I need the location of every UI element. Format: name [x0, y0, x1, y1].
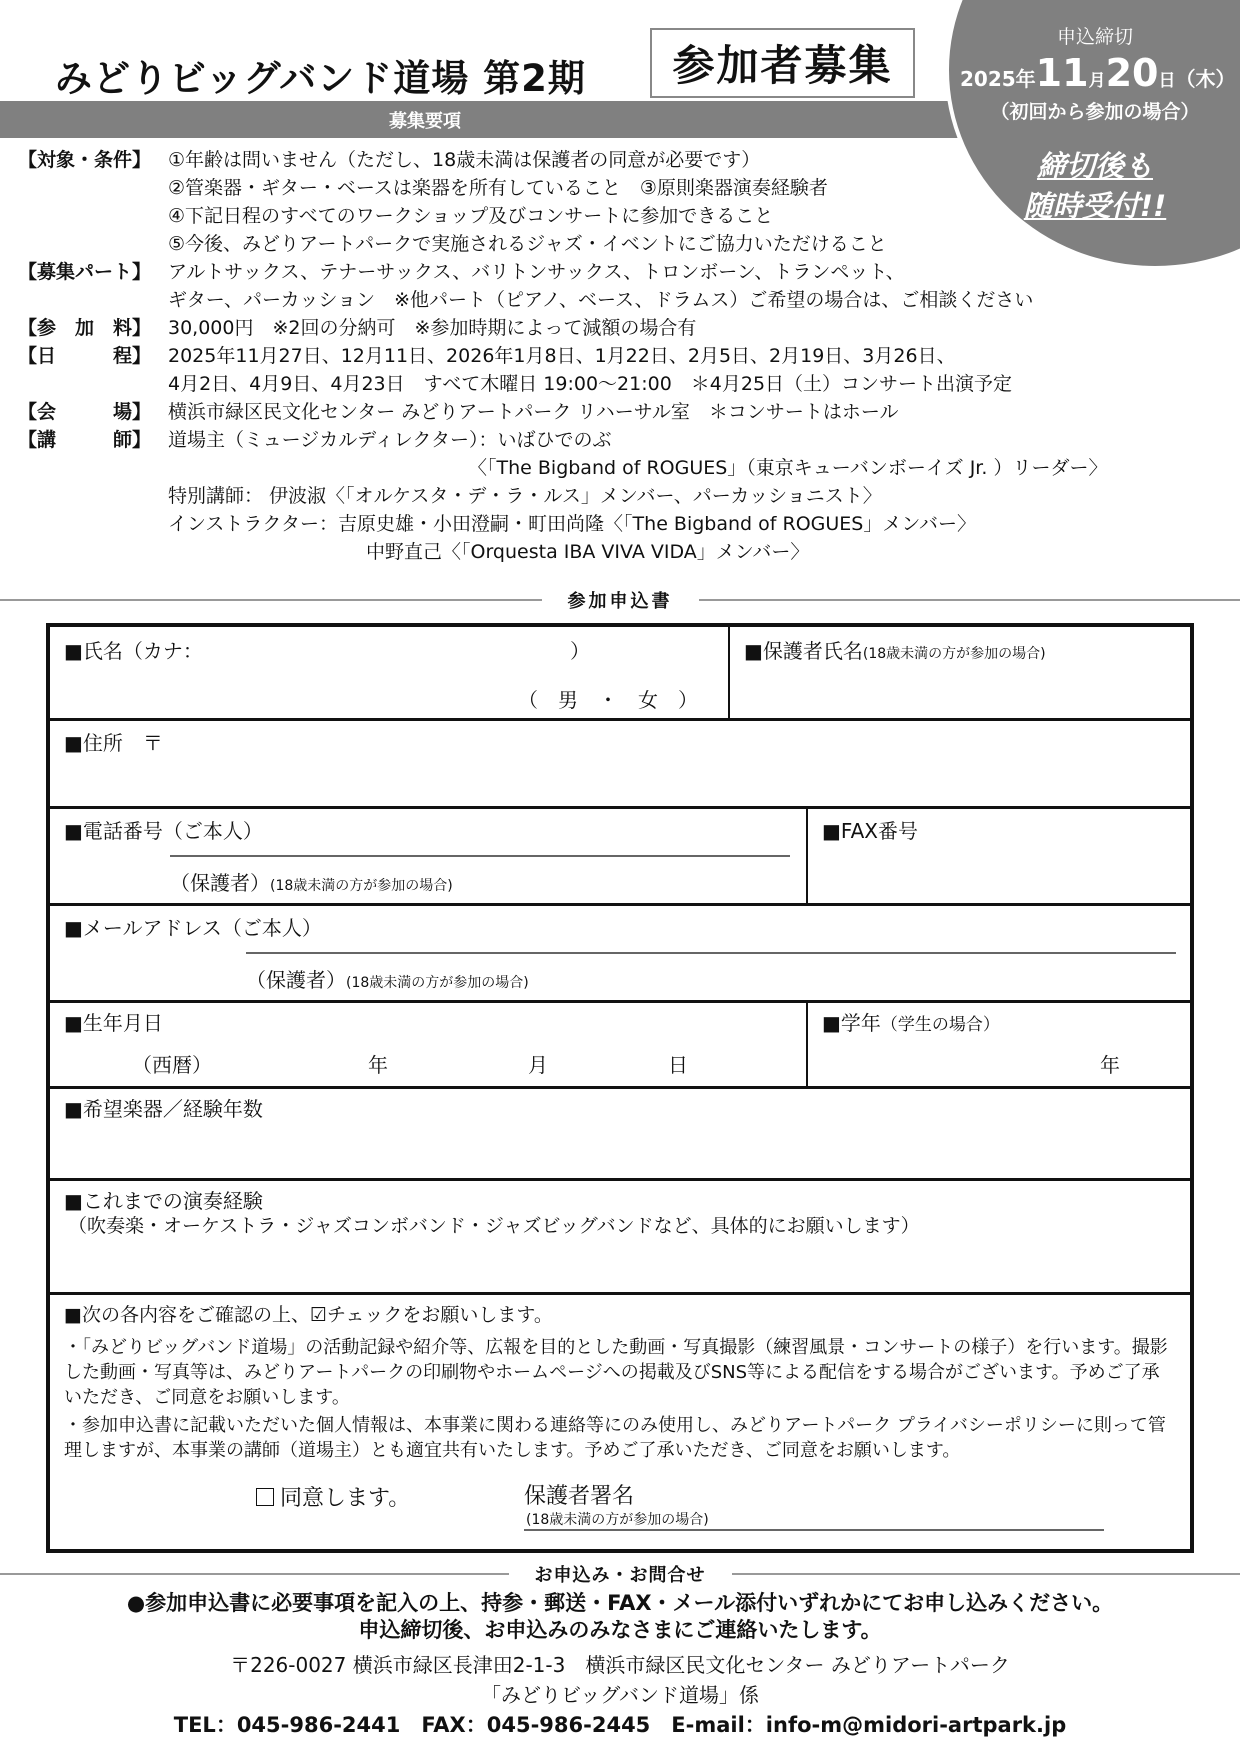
req-label: 【募集パート】	[18, 261, 152, 283]
consent-section	[50, 1295, 1190, 1550]
divider	[699, 599, 1240, 601]
req-line: ①年齢は問いません（ただし、18歳未満は保護者の同意が必要です）	[168, 149, 761, 171]
special-instructor: 特別講師： 伊波淑〈「オルケスタ・デ・ラ・ルス」メンバー、パーカッショニスト〉	[168, 485, 882, 507]
email-guardian-text: （保護者）	[246, 968, 346, 992]
guardian-sign-line[interactable]	[524, 1529, 1104, 1531]
guardian-sign-note: (18歳未満の方が参加の場合)	[526, 1512, 709, 1528]
instructors: インストラクター：吉原史雄・小田澄嗣・町田尚隆〈「The Bigband of ROGUES」メンバー〉	[168, 513, 977, 535]
guardian-name-label	[744, 635, 1046, 664]
consent-item-photo: ・「みどりビッグバンド道場」の活動記録や紹介等、広報を目的とした動画・写真撮影（練習風景・コンサートの様子）を行います。撮影した動画・写真等は、みどりアートパークの印刷物やホームページへの掲載及びSNS等による配信をする場合がございます。予めご了承いただき、ご同意をお願いします。	[64, 1337, 1168, 1408]
deadline-day-unit: 日	[1158, 71, 1176, 91]
name-kana-close: ）	[570, 639, 590, 663]
email-guardian-label	[246, 964, 529, 993]
application-form	[46, 623, 1194, 1553]
guardian-note: (18歳未満の方が参加の場合)	[862, 646, 1046, 662]
experience-label: ■これまでの演奏経験	[64, 1189, 263, 1213]
phone-guardian-note: (18歳未満の方が参加の場合)	[270, 878, 453, 894]
req-label: 【日 程】	[18, 345, 152, 367]
divider	[0, 599, 542, 601]
address: 〒226-0027 横浜市緑区長津田2-1-3 横浜市緑区民文化センター みどりアートパーク	[230, 1653, 1010, 1677]
grade-label	[822, 1007, 1000, 1036]
after-deadline-line2: 随時受付!!	[1023, 189, 1167, 223]
req-line: ②管楽器・ギター・ベースは楽器を所有していること ③原則楽器演奏経験者	[168, 177, 828, 199]
req-label: 【会 場】	[18, 401, 152, 423]
req-label: 【講 師】	[18, 429, 152, 451]
req-line: ⑤今後、みどりアートパークで実施されるジャズ・イベントにご協力いただけること	[168, 233, 887, 255]
req-row-venue	[18, 398, 1228, 426]
birth-era: （西暦）	[132, 1053, 212, 1077]
consent-header: ■次の各内容をご確認の上、☑チェックをお願いします。	[64, 1304, 553, 1326]
grade-note: （学生の場合）	[880, 1015, 1000, 1035]
agree-checkbox[interactable]	[256, 1488, 274, 1506]
req-line: 4月2日、4月9日、4月23日 すべて木曜日 19:00〜21:00 ＊4月25日（土）コンサート出演予定	[168, 373, 1013, 395]
form-section-separator	[0, 588, 1240, 612]
experience-note: （吹奏楽・オーケストラ・ジャズコンボバンド・ジャズビッグバンドなど、具体的にお願いします）	[68, 1215, 920, 1237]
req-line: アルトサックス、テナーサックス、バリトンサックス、トロンボーン、トランペット、	[168, 261, 905, 283]
page-title: みどりビッグバンド道場 第2期	[55, 57, 586, 100]
consent-item-privacy: ・参加申込書に記載いただいた個人情報は、本事業に関わる連絡等にのみ使用し、みどりアートパーク プライバシーポリシーに則って管理しますが、本事業の講師（道場主）とも適宜共有いたします。予めご了承いただき、ご同意をお願いします。	[64, 1415, 1166, 1461]
instructor-extra: 中野直己〈「Orquesta IBA VIVA VIDA」メンバー〉	[366, 541, 810, 563]
fax-field[interactable]	[806, 809, 1190, 903]
instrument-field[interactable]	[50, 1089, 1190, 1178]
form-row-address	[50, 721, 1190, 809]
form-section-title: 参加申込書	[567, 591, 673, 612]
grade-unit: 年	[1100, 1053, 1120, 1077]
footer-section-title: お申込み・お問合せ	[534, 1565, 706, 1586]
form-row-experience	[50, 1181, 1190, 1295]
phone-self-line	[170, 855, 790, 857]
phone-guardian-label	[170, 867, 453, 896]
req-line: 横浜市緑区民文化センター みどりアートパーク リハーサル室 ＊コンサートはホール	[168, 401, 899, 423]
req-line: 2025年11月27日、12月11日、2026年1月8日、1月22日、2月5日、2月19日、3月26日、	[168, 345, 956, 367]
req-line: ④下記日程のすべてのワークショップ及びコンサートに参加できること	[168, 205, 774, 227]
req-label: 【参 加 料】	[18, 317, 152, 339]
gender-select[interactable]: （ 男 ・ 女 ）	[518, 688, 698, 712]
divider	[732, 1573, 1240, 1575]
deadline-month-unit: 月	[1088, 71, 1106, 91]
after-deadline-line1: 締切後も	[1036, 149, 1153, 183]
section-bar-label: 募集要項	[389, 110, 461, 132]
contact-after-deadline: 申込締切後、お申込みのみなさまにご連絡いたします。	[358, 1618, 882, 1642]
recruit-label: 参加者募集	[650, 28, 915, 98]
grade-label-text: ■学年	[822, 1011, 881, 1035]
guardian-name-text: ■保護者氏名	[744, 639, 863, 663]
deadline-month: 11	[1035, 51, 1089, 95]
requirements-list	[18, 146, 1228, 566]
form-row-phone	[50, 809, 1190, 906]
agree-label: 同意します。	[280, 1486, 411, 1511]
email-field[interactable]	[50, 906, 1190, 1000]
birth-day-unit: 日	[668, 1053, 688, 1077]
department: 「みどりビッグバンド道場」係	[481, 1683, 759, 1707]
phone-label: ■電話番号（ご本人）	[64, 819, 263, 843]
guardian-name-field[interactable]	[728, 627, 1190, 718]
instrument-label: ■希望楽器／経験年数	[64, 1097, 263, 1121]
section-bar-requirements	[0, 101, 1000, 138]
deadline-date	[960, 51, 1236, 95]
name-label: ■氏名（カナ：	[64, 639, 203, 663]
email-label: ■メールアドレス（ご本人）	[64, 916, 322, 940]
deadline-weekday: （木）	[1175, 67, 1236, 91]
email-self-line	[246, 952, 1176, 954]
leader-affiliation: 〈「The Bigband of ROGUES」（東京キューバンボーイズ Jr. ）リーダー〉	[468, 457, 1108, 479]
req-row-fee	[18, 314, 1228, 342]
name-field[interactable]	[50, 627, 728, 718]
form-row-name	[50, 627, 1190, 721]
footer-section-separator	[0, 1562, 1240, 1586]
address-label: ■住所 〒	[64, 731, 163, 755]
guardian-sign-label: 保護者署名	[524, 1484, 635, 1509]
birth-year-unit: 年	[368, 1053, 388, 1077]
req-row-target	[18, 146, 1228, 258]
req-row-instructors	[18, 426, 1228, 566]
req-line: 30,000円 ※2回の分納可 ※参加時期によって減額の場合有	[168, 317, 697, 339]
phone-guardian-text: （保護者）	[170, 871, 270, 895]
email-guardian-note: (18歳未満の方が参加の場合)	[346, 975, 529, 991]
form-row-email	[50, 906, 1190, 1003]
req-label: 【対象・条件】	[18, 149, 152, 171]
deadline-label: 申込締切	[1056, 26, 1133, 48]
deadline-day: 20	[1105, 51, 1159, 95]
birthdate-field[interactable]	[50, 1003, 806, 1086]
birth-month-unit: 月	[528, 1053, 548, 1077]
phone-field[interactable]	[50, 809, 806, 903]
req-row-schedule	[18, 342, 1228, 398]
req-line: ギター、パーカッション ※他パート（ピアノ、ベース、ドラムス）ご希望の場合は、ご相談ください	[168, 289, 1034, 311]
fax-label: ■FAX番号	[822, 819, 918, 843]
application-instructions: ●参加申込書に必要事項を記入の上、持参・郵送・FAX・メール添付いずれかにてお申し込みください。	[126, 1591, 1114, 1615]
birth-label: ■生年月日	[64, 1011, 163, 1035]
form-row-birth	[50, 1003, 1190, 1089]
experience-field[interactable]	[50, 1181, 1190, 1292]
divider	[0, 1573, 509, 1575]
deadline-year: 2025年	[960, 67, 1036, 91]
req-line: 道場主（ミュージカルディレクター）：いばひでのぶ	[168, 429, 612, 451]
grade-field[interactable]	[806, 1003, 1190, 1086]
address-field[interactable]	[50, 721, 1190, 806]
deadline-note: （初回から参加の場合）	[990, 101, 1200, 123]
form-row-instrument	[50, 1089, 1190, 1181]
req-row-parts	[18, 258, 1228, 314]
contact-numbers: TEL：045-986-2441 FAX：045-986-2445 E-mail：info-m@midori-artpark.jp	[173, 1713, 1067, 1737]
contact-info	[0, 1590, 1240, 1740]
agree-checkbox-row[interactable]	[256, 1481, 410, 1512]
